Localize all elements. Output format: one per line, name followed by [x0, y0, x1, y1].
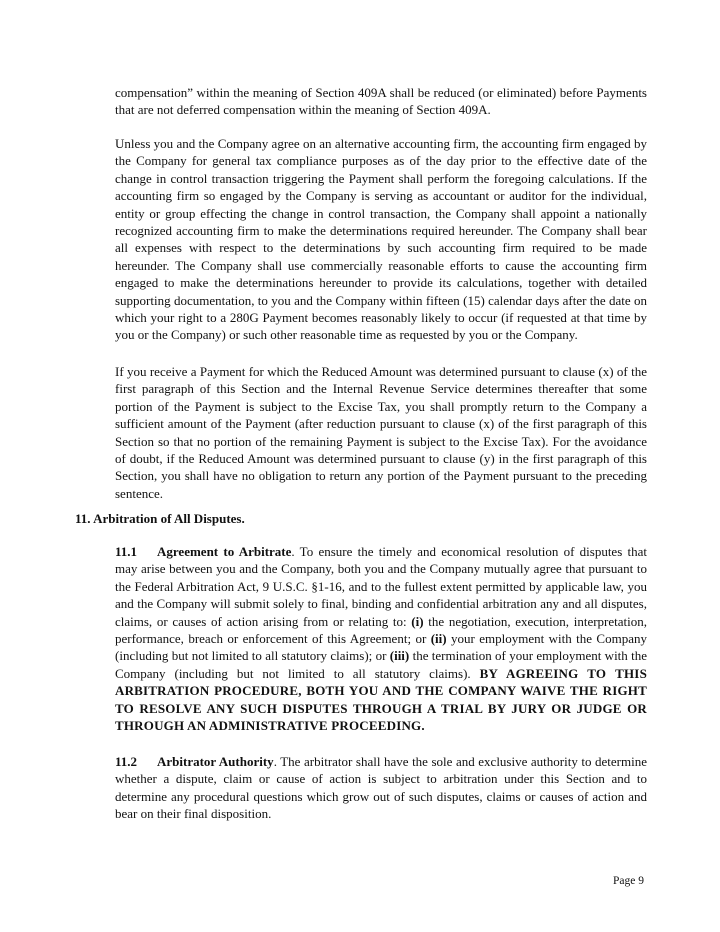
page-number: Page 9	[613, 875, 644, 887]
jury-waiver-notice: BY AGREEING TO THIS ARBITRATION PROCEDURE, BOTH YOU AND THE COMPANY WAIVE THE RIGHT TO RESOLVE ANY SUCH DISPUTES THROUGH A TRIAL BY JURY OR JUDGE OR THROUGH AN ADMINISTRATIVE PROCEEDING.	[115, 665, 648, 734]
subsection-text: the negotiation, execution, interpretation, performance, breach or enforcement of this Agreement; or	[115, 613, 647, 647]
paragraph-reduced-amount: If you receive a Payment for which the Reduced Amount was determined pursuant to clause (x) of the first paragraph of this Section and the Internal Revenue Service determines thereafter that some portion of the Payment is subject to the Excise Tax, you shall promptly return to the Company a sufficient amount of the Payment (after reduction pursuant to clause (x) of the first paragraph of this Section so that no portion of the remaining Payment is subject to the Excise Tax). For the avoidance of doubt, if the Reduced Amount was determined pursuant to clause (y) in the first paragraph of this Section, you shall have no obligation to return any portion of the Payment pursuant to the preceding sentence.	[115, 364, 647, 501]
subsection-number: 11.2	[115, 754, 138, 769]
clause-marker: (ii)	[430, 631, 447, 647]
subsection-text: the termination of your employment with the Company (including but not limited to all statutory claims).	[115, 648, 647, 681]
subsection-title: Arbitrator Authority	[157, 754, 274, 769]
subsection-text: . To ensure the timely and economical resolution of disputes that may arise between you and the Company, both you and the Company mutually agree that pursuant to the Federal Arbitration Act, 9 U.S.C. §1-16, and to the fullest extent permitted by applicable law, you and the Company will submit solely to final, binding and confidential arbitration any and all disputes, claims, or causes of action arising from or relating to:	[115, 544, 647, 629]
subsection-title: Agreement to Arbitrate	[157, 544, 292, 559]
clause-marker: (iii)	[389, 648, 410, 664]
paragraph-accounting-firm: Unless you and the Company agree on an alternative accounting firm, the accounting firm engaged by the Company for general tax compliance purposes as of the day prior to the effective date of the change in control transaction triggering the Payment shall perform the foregoing calculations. If the accounting firm so engaged by the Company is serving as accountant or auditor for the individual, entity or group effecting the change in control transaction, the Company shall appoint a nationally recognized accounting firm to make the determinations required hereunder. The Company shall bear all expenses with respect to the determinations by such accounting firm required to be made hereunder. The Company shall use commercially reasonable efforts to cause the accounting firm engaged to make the determinations hereunder to provide its calculations, together with detailed supporting documentation, to you and the Company within fifteen (15) calendar days after the date on which your right to a 280G Payment becomes reasonably likely to occur (if requested at that time by you or the Company) or such other reasonable time as requested by you or the Company.	[115, 136, 647, 343]
subsection-11-2	[115, 753, 647, 823]
section-heading-arbitration: 11. Arbitration of All Disputes.	[75, 511, 245, 526]
subsection-number: 11.1	[115, 544, 138, 559]
subsection-text: your employment with the Company (including but not limited to all statutory claims); or	[115, 631, 647, 664]
subsection-11-1	[115, 543, 647, 734]
paragraph-409a-continuation: compensation” within the meaning of Section 409A shall be reduced (or eliminated) before Payments that are not deferred compensation within the meaning of Section 409A.	[115, 85, 647, 118]
clause-marker: (i)	[411, 613, 424, 629]
subsection-text: . The arbitrator shall have the sole and exclusive authority to determine whether a dispute, claim or cause of action is subject to arbitration under this Section and to determine any procedural questions which grow out of such disputes, claims or causes of action and bear on their final disposition.	[115, 754, 648, 822]
